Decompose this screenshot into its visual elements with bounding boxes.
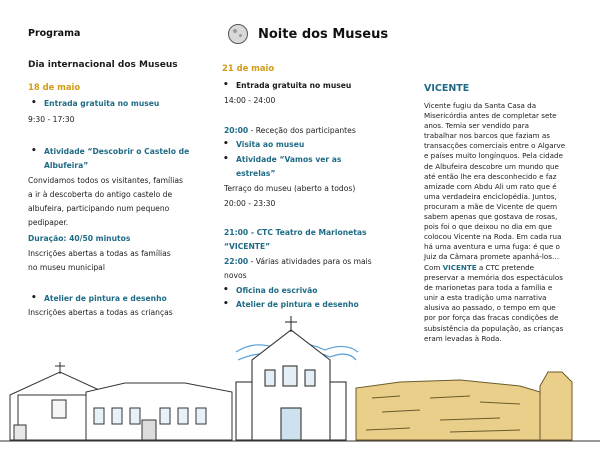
- reception-time: 20:00: [224, 126, 249, 135]
- left-date: 18 de maio: [28, 82, 81, 92]
- left-duration: Duração: 40/50 minutos: [28, 234, 131, 243]
- middle-ctc: 21:00 - CTC Teatro de Marionetas: [224, 228, 367, 237]
- left-desc-1: Convidamos todos os visitantes, famílias: [28, 176, 183, 185]
- left-desc-2: a ir à descoberta do antigo castelo de: [28, 190, 173, 199]
- story-line: transacções comerciais entre o Algarve: [424, 141, 566, 151]
- story-line: pois foi o que deixou no dia em que: [424, 222, 552, 232]
- left-item-atelier: • Atelier de pintura e desenho: [44, 292, 167, 305]
- story-line: sabem apenas que gostava de rosas,: [424, 212, 558, 222]
- story-line: trabalhar nos barcos que faziam as: [424, 131, 551, 141]
- purpose-line: unir a esta tradição uma narrativa: [424, 293, 547, 303]
- purpose-line: alusiva ao passado, o tempo em que: [424, 303, 556, 313]
- museum-wing: [86, 383, 232, 440]
- story-line: de Albufeira descobre um mundo que: [424, 161, 559, 171]
- middle-activity: • Atividade “Vamos ver as: [236, 153, 341, 166]
- story-line: Vicente fugiu da Santa Casa da: [424, 101, 537, 110]
- middle-date: 21 de maio: [222, 63, 275, 73]
- middle-activities-2: novos: [224, 271, 247, 280]
- central-church: [236, 316, 346, 440]
- purpose-line: por por força das fracas condições de: [424, 313, 559, 323]
- story-line: amizade com Abdu Ali um rato que é: [424, 181, 557, 191]
- middle-activity-2: estrelas”: [236, 169, 276, 178]
- story-line: Juiz da Câmara promete apanhá-los…: [424, 252, 560, 262]
- purpose-line: de marionetas para toda a família e: [424, 283, 553, 293]
- left-item-entry: • Entrada gratuita no museu: [44, 97, 159, 110]
- activities-time: 22:00: [224, 257, 249, 266]
- left-atelier-note: Inscrições abertas a todas as crianças: [28, 308, 173, 317]
- purpose-rest: a CTC pretende: [476, 263, 535, 272]
- left-desc-3: albufeira, participando num pequeno: [28, 204, 170, 213]
- middle-terrace-time: 20:00 - 23:30: [224, 199, 276, 208]
- purpose-prefix: Com: [424, 263, 443, 272]
- activities-text: - Várias atividades para os mais: [248, 257, 372, 266]
- middle-item-entry-time: 14:00 - 24:00: [224, 96, 276, 105]
- middle-scribe: • Oficina do escrivão: [236, 284, 317, 297]
- reception-text: - Receção dos participantes: [248, 126, 356, 135]
- story-line: há uma aventura e uma fuga: é que o: [424, 242, 560, 252]
- purpose-line: preservar a memória dos espectáculos: [424, 273, 564, 283]
- purpose-line: subsistência da população, as crianças: [424, 323, 564, 333]
- story-line: e países muito longínquos. Pela cidade: [424, 151, 563, 161]
- middle-atelier: • Atelier de pintura e desenho: [236, 298, 359, 311]
- page-title: Noite dos Museus: [258, 26, 389, 42]
- middle-item-entry: • Entrada gratuita no museu: [236, 79, 351, 92]
- purpose-line: eram levadas à Roda.: [424, 333, 502, 343]
- left-signup-1: Inscrições abertas a todas as famílias: [28, 249, 171, 258]
- left-heading: Dia internacional dos Museus: [28, 60, 178, 70]
- left-item-castle-2: Albufeira”: [44, 161, 89, 170]
- purpose-vicente: VICENTE: [442, 263, 477, 272]
- story-line: uma verdadeira enciclopédia. Juntos,: [424, 191, 557, 201]
- left-signup-2: no museu municipal: [28, 263, 105, 272]
- left-item-entry-time: 9:30 - 17:30: [28, 115, 75, 124]
- story-line: procuram a mãe de Vicente de quem: [424, 201, 558, 211]
- story-line: Misericórdia antes de completar sete: [424, 111, 557, 121]
- middle-ctc-2: “VICENTE”: [224, 242, 271, 251]
- castle-ruins: [356, 372, 572, 440]
- middle-visit: • Visita ao museu: [236, 138, 304, 151]
- left-item-castle: • Atividade “Descobrir o Castelo de: [44, 145, 189, 158]
- story-line: colocou Vicente na Roda. Em cada rua: [424, 232, 562, 242]
- programa-label: Programa: [28, 28, 81, 39]
- story-line: anos. Temia ser vendido para: [424, 121, 530, 131]
- story-line: até então lhe era desconhecido e faz: [424, 171, 557, 181]
- left-desc-4: pedipaper.: [28, 218, 69, 227]
- middle-terrace: Terraço do museu (aberto a todos): [224, 184, 356, 193]
- vicente-heading: VICENTE: [424, 83, 470, 94]
